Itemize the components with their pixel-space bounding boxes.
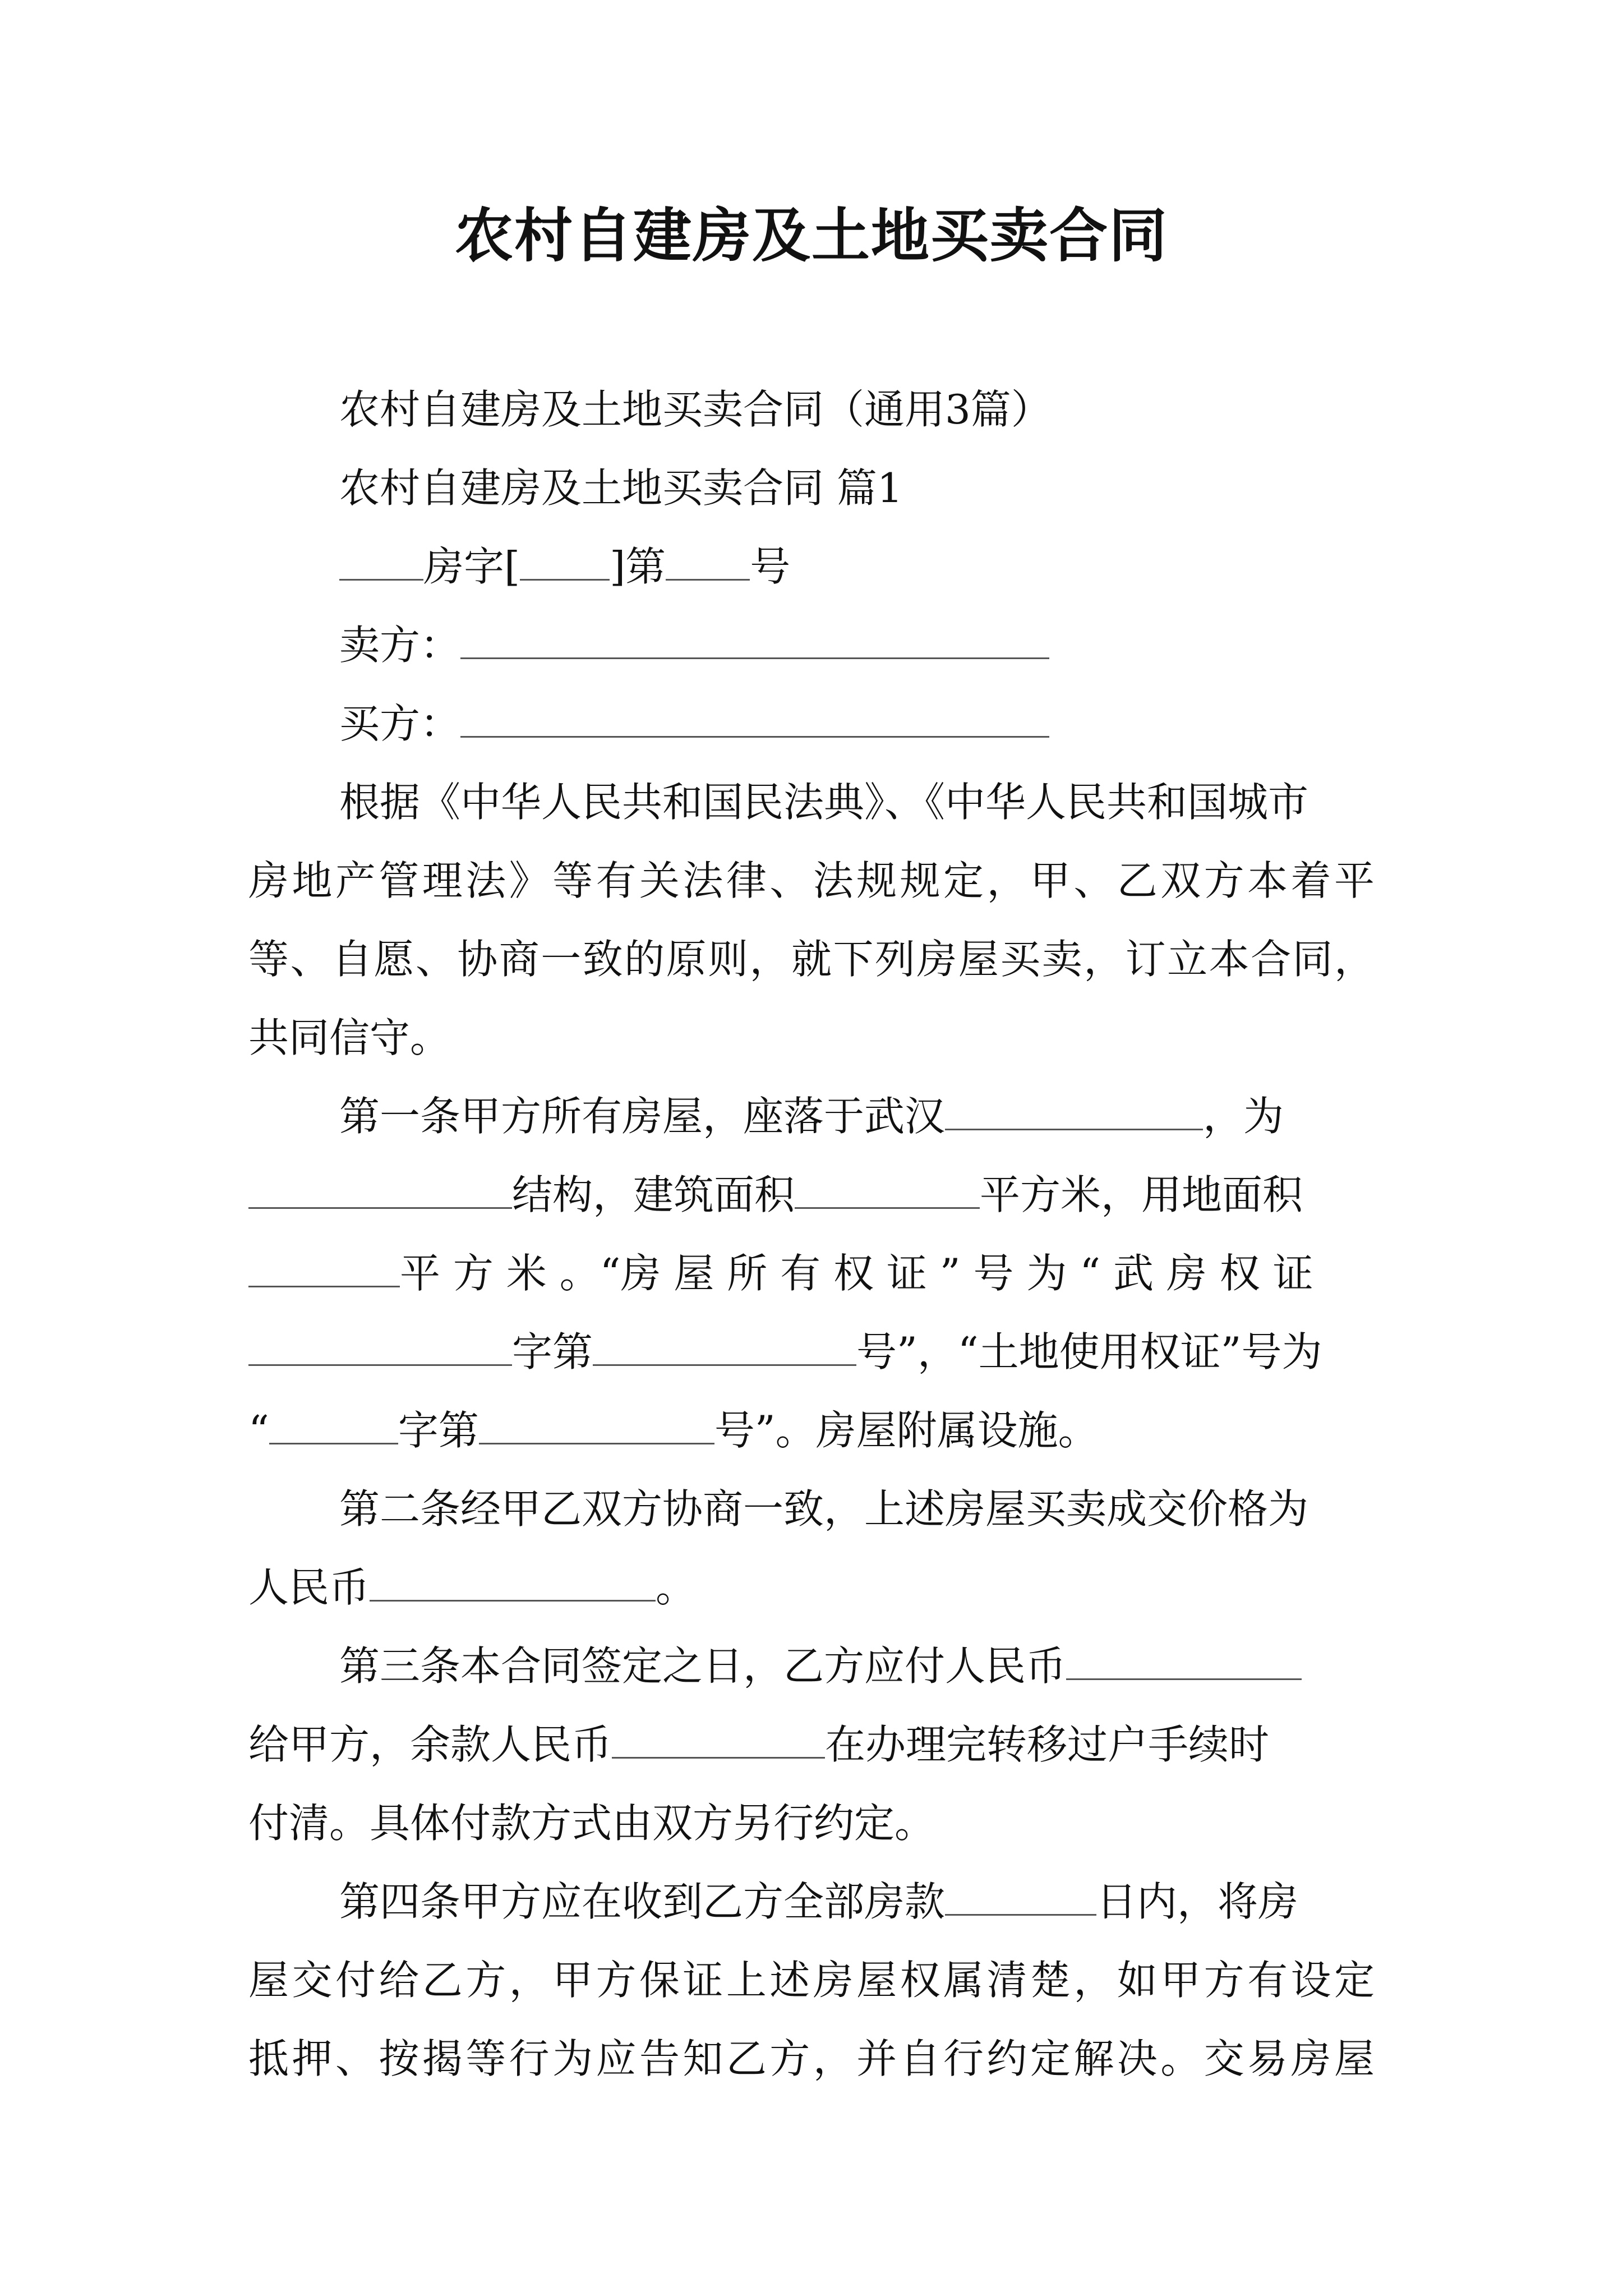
article-1-line (248, 1167, 1303, 1223)
text-segment: 第四条甲方应在收到乙方全部房款 (339, 1878, 946, 1925)
article-4-line: 抵押、按揭等行为应告知乙方，并自行约定解决。交易房屋 (248, 2035, 1375, 2082)
text-segment: 结构，建筑面积 (512, 1171, 795, 1218)
article-2-line: 第二条经甲乙双方协商一致，上述房屋买卖成交价格为 (339, 1485, 1309, 1533)
blank-field (248, 1168, 512, 1209)
text-segment: 字第 (512, 1328, 593, 1375)
blank-field (666, 540, 750, 581)
text-segment: 号”，“土地使用权证”号为 (856, 1328, 1322, 1375)
paragraph-line: 房地产管理法》等有关法律、法规规定，甲、乙双方本着平 (248, 857, 1375, 904)
article-1-line (339, 1088, 1284, 1144)
blank-field (269, 1404, 398, 1444)
text-segment: 。 (656, 1564, 697, 1611)
text-segment: 号 (750, 543, 791, 590)
blank-field (945, 1089, 1203, 1130)
text-segment: 字第 (398, 1407, 479, 1454)
text-segment: 第三条本合同签定之日，乙方应付人民币 (339, 1642, 1067, 1690)
text-segment: 给甲方，余款人民币 (248, 1721, 612, 1768)
text-segment: 号”。房屋附属设施。 (714, 1407, 1099, 1454)
article-2-line (248, 1559, 696, 1616)
blank-field (520, 540, 610, 581)
blank-field (370, 1561, 656, 1602)
text-segment: 日内，将房 (1096, 1878, 1299, 1925)
subtitle-line: 农村自建房及土地买卖合同（通用3篇） (339, 386, 1052, 433)
blank-field (593, 1325, 856, 1366)
buyer-blank (460, 697, 1049, 738)
paragraph-line: 根据《中华人民共和国民法典》、《中华人民共和国城市 (339, 779, 1309, 826)
seller-line (339, 617, 1049, 673)
text-segment: 人民币 (248, 1564, 370, 1611)
document-title: 农村自建房及土地买卖合同 (454, 201, 1168, 270)
document-number-line (339, 539, 790, 595)
blank-field (945, 1875, 1096, 1916)
article-1-line (248, 1324, 1322, 1380)
section-heading: 农村自建房及土地买卖合同 篇1 (339, 464, 903, 512)
seller-label: 卖方： (339, 622, 461, 669)
blank-field (248, 1325, 512, 1366)
text-segment: ，为 (1203, 1093, 1284, 1140)
seller-blank (460, 618, 1049, 659)
article-1-line (248, 1245, 1313, 1301)
text-segment: 平 方 米 。“房 屋 所 有 权 证 ” 号 为 “ 武 房 权 证 (400, 1250, 1313, 1297)
article-3-line (339, 1638, 1302, 1694)
blank-field (248, 1246, 400, 1287)
article-1-line (248, 1402, 1099, 1458)
text-segment: 房字[ (423, 543, 520, 590)
text-segment: 平方米，用地面积 (980, 1171, 1303, 1218)
buyer-label: 买方： (339, 700, 461, 747)
blank-field (795, 1168, 980, 1209)
blank-field (1066, 1639, 1302, 1680)
article-4-line (339, 1874, 1298, 1930)
buyer-line (339, 696, 1049, 752)
blank-field (612, 1718, 825, 1759)
text-segment: ]第 (610, 543, 666, 590)
article-4-line: 屋交付给乙方，甲方保证上述房屋权属清楚，如甲方有设定 (248, 1957, 1375, 2004)
paragraph-line: 共同信守。 (248, 1014, 451, 1061)
article-3-line (248, 1717, 1269, 1773)
text-segment: 在办理完转移过户手续时 (825, 1721, 1270, 1768)
blank-field (479, 1404, 714, 1444)
article-3-line: 付清。具体付款方式由双方另行约定。 (248, 1800, 935, 1847)
blank-field (339, 540, 423, 581)
text-segment: 第一条甲方所有房屋，座落于武汉 (339, 1093, 946, 1140)
text-segment: “ (248, 1407, 269, 1454)
paragraph-line: 等、自愿、协商一致的原则，就下列房屋买卖，订立本合同， (248, 936, 1375, 983)
